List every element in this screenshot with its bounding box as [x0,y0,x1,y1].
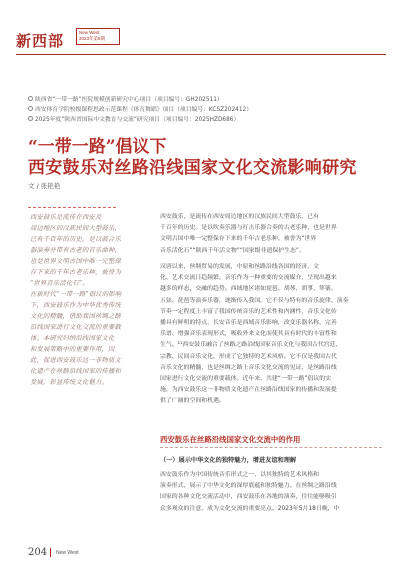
body-line: 播具有鲜明的特点，长安音乐是西域音乐影响，改变乐器名称、完善 [160,320,337,327]
body-line: 化、艺术交流日趋频繁。音乐作为一种重要的交流媒介，呈现出越来 [160,275,337,282]
funding-note: 陕西省“一带一路”医院规模创新研究中心项目（项目编号：GH202511） [28,94,223,103]
article-title-line-2: 西安鼓乐对丝路沿线国家文化交流影响研究 [28,158,357,178]
body-line: 文明古国中唯一完整保存下来的千年古老乐种。被誉为“世界 [160,236,317,243]
body-line: 千百年的历史。是以吹奏乐器与打击乐器合奏的古老乐种，也是世界 [160,225,337,232]
abstract-line: 此，促进西安鼓乐这一非物质文 [30,357,121,364]
abstract-line: 下，西安鼓乐作为中华优秀传统 [30,302,121,309]
body-line: 越多的样态，交融的趋势。西域地区诸如琵琶、胡琴、胡箏、筚篥、 [160,286,337,293]
page-number: 204 [28,547,48,558]
abstract-line: 在新时代“一带一路”倡议的影响 [30,291,122,298]
abstract-line: “世界音乐活化石”。 [30,280,89,287]
article-title-line-1: “一带一路”倡议下 [28,137,167,157]
body-line: 国家进行文化交流的重要载体。近年来，共建“一带一路”倡议的实 [160,376,332,383]
magazine-logo-box [76,28,120,45]
abstract-line: 发展，彰显传统文化魅力。 [30,379,108,386]
body-line: 乐谱、增强音乐表现形式，吸收外来文化而使其具有时代的丰富性和 [160,331,337,338]
abstract [30,212,138,388]
body-line: 音乐活化石”“陕西千年活文物”“国家级非遗保护生态”。 [160,247,305,254]
body-line: 汉唐以来，丝绸贸易的发展，中原和丝路沿线各国的经济、文 [160,264,320,270]
abstract-divider [28,207,116,208]
section-heading: 西安鼓乐在丝路沿线国家文化交流中的作用 [160,435,301,444]
body-paragraph [160,262,382,408]
abstract-line: 和发展策略中的重要作用，因 [30,346,115,353]
body-line: 西安鼓乐作为中国传统音乐形式之一，以其独特的艺术风格和 [160,472,320,478]
abstract-line: 西安鼓乐是流传在西安及 [30,214,102,221]
body-line: 宗教、民间音乐文化，形成了它独特的艺术风格。它不仅是我国古代 [160,353,337,360]
body-line: 国家的各种文化交流活动中，西安鼓乐在各地的演奏，往往能够吸引 [160,494,337,501]
body-line: 演奏形式，展示了中华文化的深厚底蕴和独特魅力。在丝绸之路沿线 [160,483,337,490]
abstract-line: 存下来的千年古老乐种，被誉为 [30,269,121,276]
body-line: 施，为西安鼓乐这一非物质文化遗产在丝路沿线国家的传播和发展提 [160,387,337,394]
logo-english-text: New West [79,30,100,35]
subsection-heading: （一）展示中华文化的独特魅力，增进友谊和理解 [160,457,297,464]
body-line: 西安鼓乐，是流传在西安周边地区的汉族民间大型鼓乐，已有 [160,214,320,220]
intro-paragraph [160,212,382,257]
footer-divider [50,548,51,557]
bullet-circle-icon [28,116,33,121]
abstract-line: 体。本研究归纳沿线国家文化 [30,335,115,342]
footer-magazine-label: New West [56,550,79,556]
bullet-circle-icon [28,96,33,101]
logo-issue-text: 2023年第6期 [79,36,106,41]
header-divider [16,54,386,55]
abstract-line: 文化的精髓，借助我国丝绸之路 [30,313,121,320]
magazine-logo: 新西部 [16,32,65,50]
bullet-circle-icon [28,106,33,111]
body-line: 生气。¹¹西安鼓乐融合了丝路之路沿线国家音乐文化与我国古代宫廷、 [160,342,342,349]
body-line: 音乐文化的精髓，也是丝绸之路上音乐文化交流的见证，是丝路沿线 [160,364,337,371]
body-line: 供了广阔的空间和机遇。 [160,398,225,405]
body-line: 众多观众的注意，成为文化交流的重要亮点。2023年5月18日晚，中 [160,505,340,512]
body-line: 五弦、琵琶等演奏乐器，逐渐传入我国。它不仅与特有的音乐旋律、演奏 [160,297,349,304]
section-divider [160,447,382,448]
body-line: 节奏一定程度上丰富了我国传统音乐的艺术性和内涵性，音乐文化传 [160,308,337,315]
author-byline: 文 / 张艳艳 [28,182,61,190]
abstract-line: 沿线国家进行文化交流的重要载 [30,324,121,331]
section-paragraph [160,470,382,515]
abstract-line: 周边地区的汉族民间大型鼓乐， [30,225,121,232]
funding-note: 西安体育学院校级课程思政示范课程《体育舞蹈》项目（项目编号：KCSZ202412） [28,104,252,113]
abstract-line: 化遗产在丝路沿线国家的传播和 [30,368,121,375]
abstract-line: 也是世界文明古国中唯一完整保 [30,258,121,265]
funding-note: 2025年度“陕西省国际中文教育与交流”研究项目（项目编号：2025HZD686） [28,114,239,123]
abstract-line: 器演奏并带有古老的音乐曲种， [30,247,121,254]
abstract-line: 已有千百年的历史。是以鼓合乐 [30,236,121,243]
